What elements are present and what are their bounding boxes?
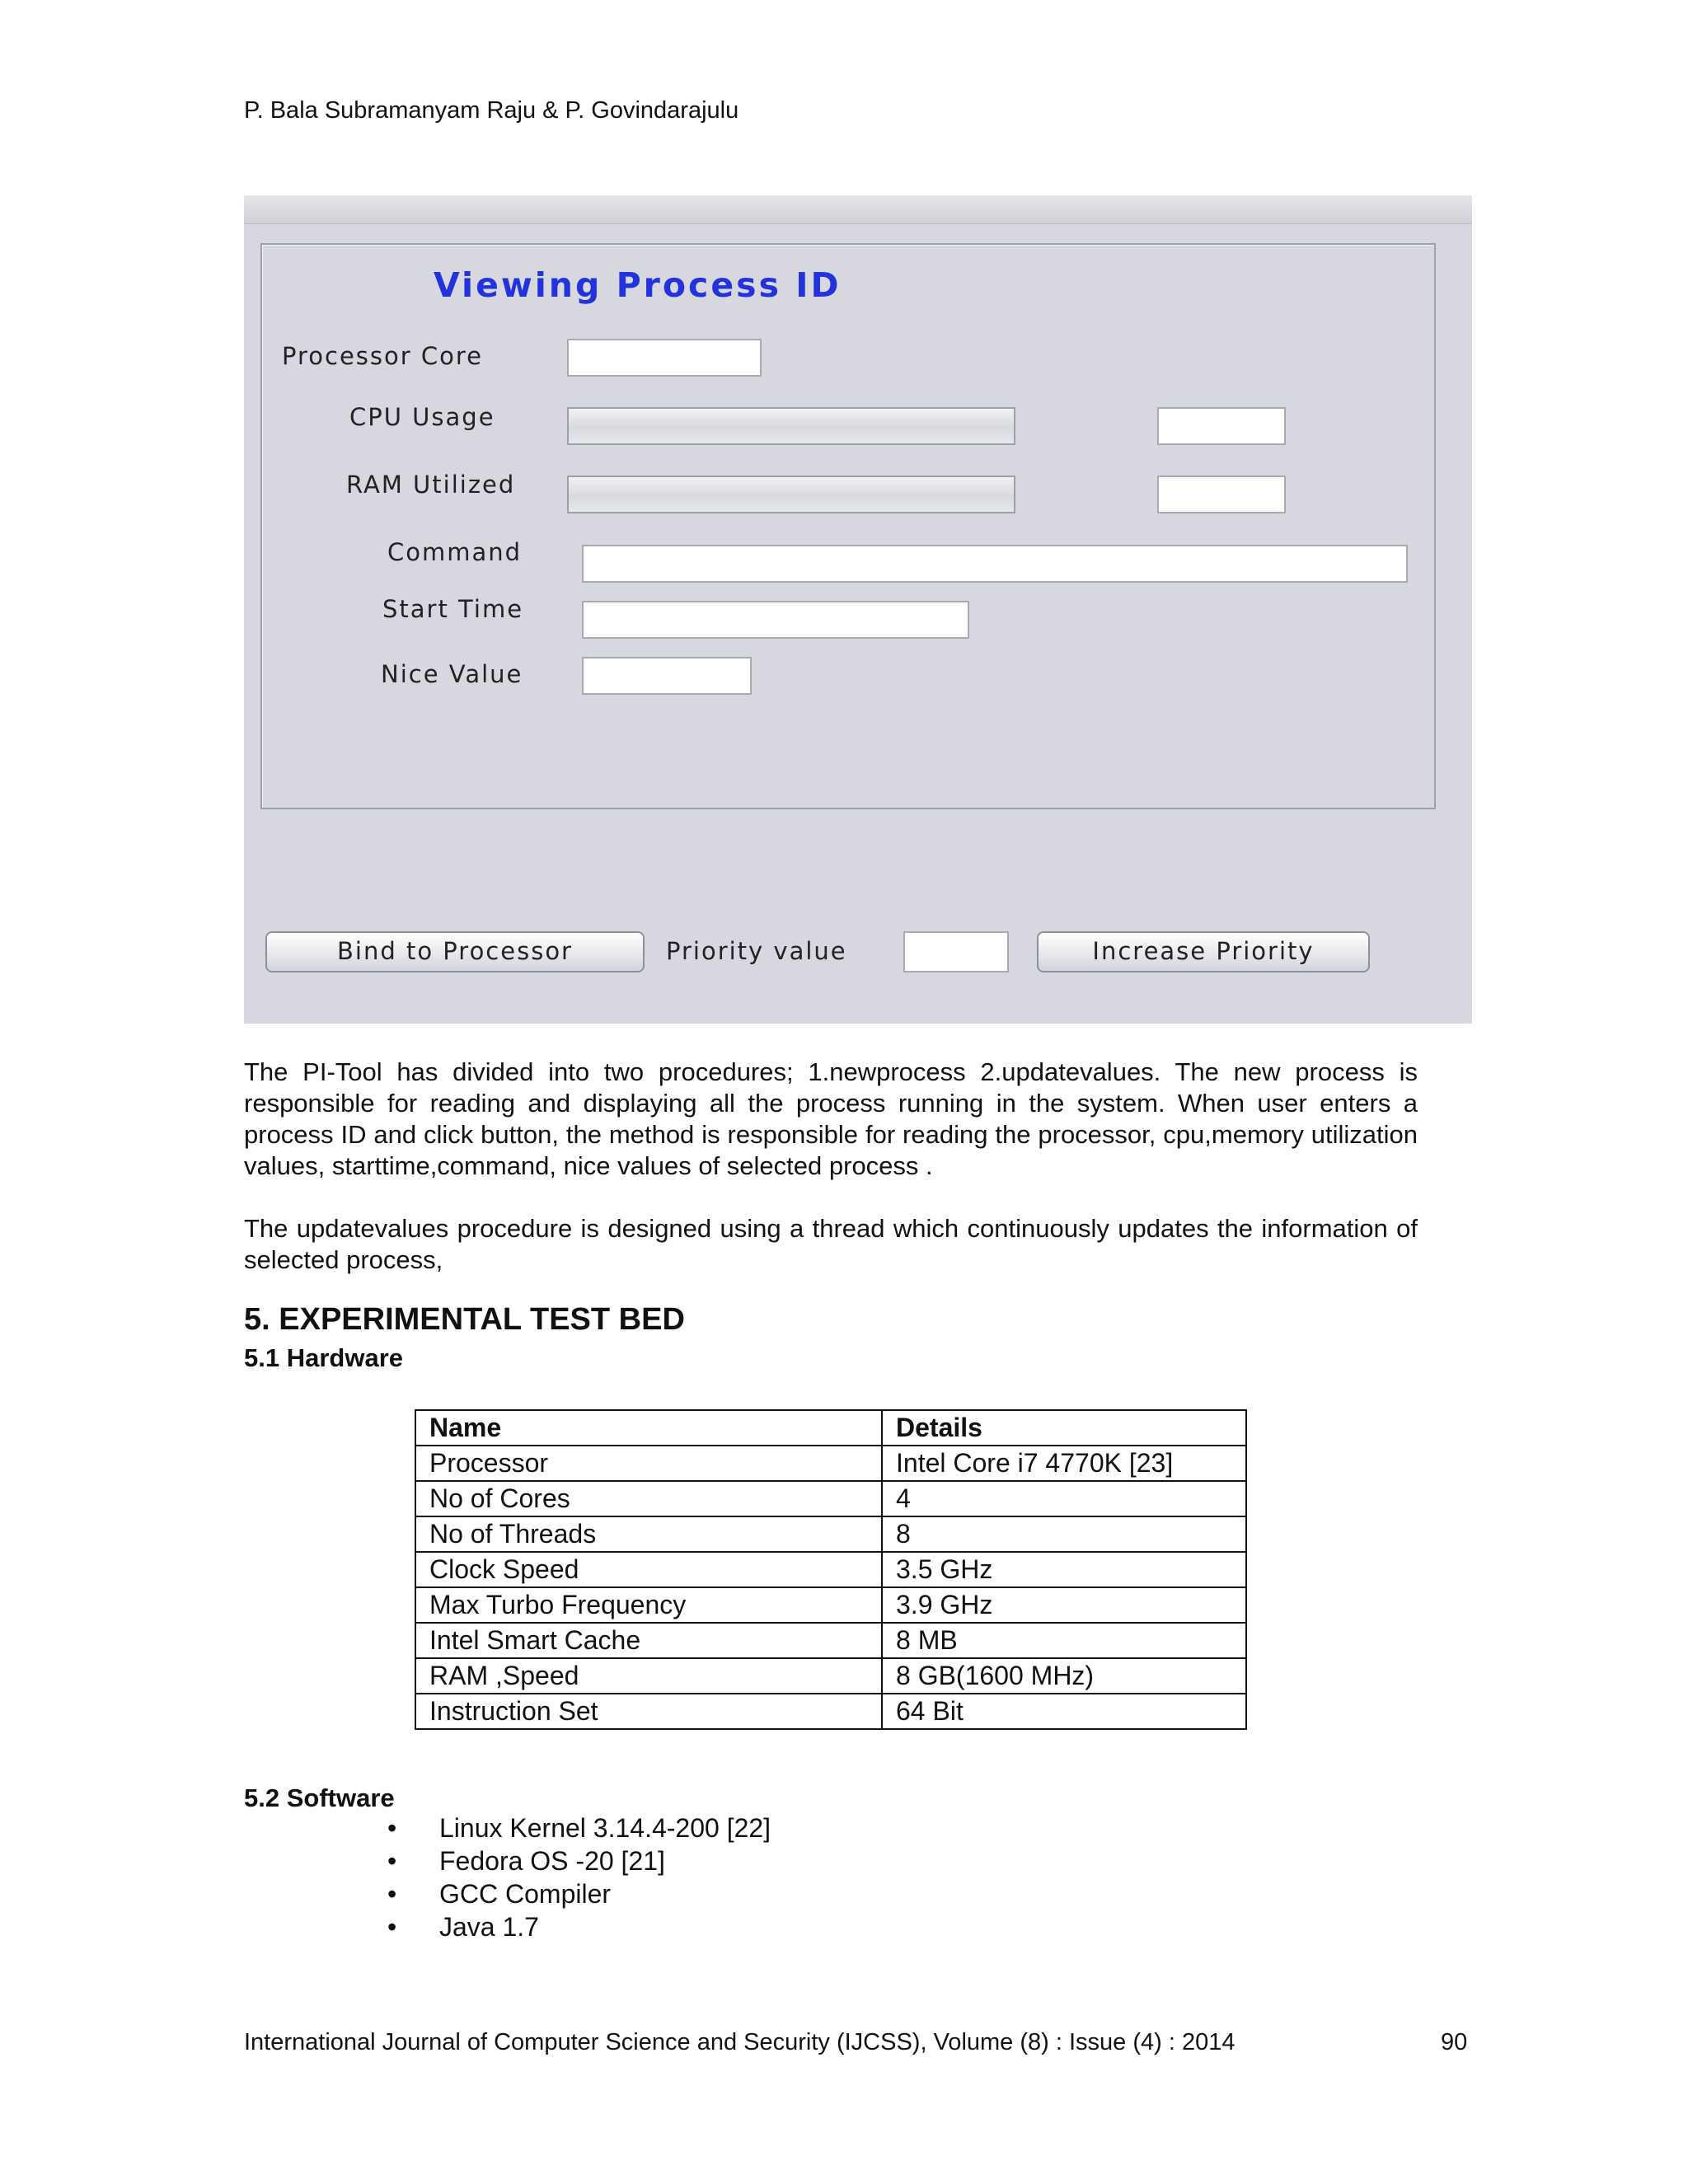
software-heading: 5.2 Software <box>244 1783 395 1812</box>
section-heading: 5. EXPERIMENTAL TEST BED <box>244 1302 685 1337</box>
cell-details: 64 Bit <box>882 1694 1246 1729</box>
window-top-bar <box>244 195 1472 224</box>
command-label: Command <box>387 538 523 566</box>
list-item-text: Fedora OS -20 [21] <box>439 1846 665 1876</box>
table-row <box>415 1446 1246 1481</box>
start-time-label: Start Time <box>382 595 524 623</box>
table-row <box>415 1516 1246 1552</box>
processor-core-label: Processor Core <box>282 342 484 370</box>
cell-details: 4 <box>882 1481 1246 1516</box>
table-row <box>415 1552 1246 1587</box>
cell-name: Intel Smart Cache <box>415 1623 882 1658</box>
cell-name: Instruction Set <box>415 1694 882 1729</box>
page-header-authors: P. Bala Subramanyam Raju & P. Govindarajulu <box>244 97 739 124</box>
increase-priority-button[interactable]: Increase Priority <box>1037 931 1370 972</box>
software-list <box>387 1811 771 1943</box>
cell-name: No of Threads <box>415 1516 882 1552</box>
cpu-usage-label: CPU Usage <box>349 403 495 431</box>
paragraph-procedures: The PI-Tool has divided into two procedures; 1.newprocess 2.updatevalues. The new process is responsible for reading and displaying all the process running in the system. When user enters a process ID and click button, the method is responsible for reading the processor, cpu,memory utilization values, starttime,command, nice values of selected process . <box>244 1057 1418 1180</box>
header-name: Name <box>415 1410 882 1446</box>
list-item <box>387 1910 771 1943</box>
processor-core-field[interactable] <box>567 339 762 377</box>
table-row <box>415 1481 1246 1516</box>
header-details: Details <box>882 1410 1246 1446</box>
priority-value-label: Priority value <box>666 937 847 965</box>
paragraph-updatevalues: The updatevalues procedure is designed using a thread which continuously updates the information of selected process, <box>244 1214 1418 1274</box>
cpu-usage-field[interactable] <box>1157 407 1286 445</box>
cpu-usage-bar <box>567 407 1015 445</box>
bullet-icon: • <box>387 1846 397 1876</box>
table-row <box>415 1658 1246 1694</box>
footer-page-number: 90 <box>1441 2029 1468 2055</box>
table-row <box>415 1587 1246 1623</box>
cell-details: 3.9 GHz <box>882 1587 1246 1623</box>
hardware-heading: 5.1 Hardware <box>244 1343 403 1372</box>
cell-details: 3.5 GHz <box>882 1552 1246 1587</box>
list-item-text: GCC Compiler <box>439 1879 612 1909</box>
table-row <box>415 1623 1246 1658</box>
cell-name: Clock Speed <box>415 1552 882 1587</box>
bullet-icon: • <box>387 1912 397 1942</box>
bind-to-processor-button[interactable]: Bind to Processor <box>265 931 645 972</box>
priority-value-field[interactable] <box>903 931 1009 972</box>
cell-details: 8 MB <box>882 1623 1246 1658</box>
cell-name: Processor <box>415 1446 882 1481</box>
footer-journal: International Journal of Computer Science and Security (IJCSS), Volume (8) : Issue (4) : 2014 <box>244 2029 1236 2055</box>
cell-name: No of Cores <box>415 1481 882 1516</box>
nice-value-label: Nice Value <box>381 660 523 688</box>
cell-details: Intel Core i7 4770K [23] <box>882 1446 1246 1481</box>
cell-details: 8 <box>882 1516 1246 1552</box>
process-viewer-screenshot <box>244 195 1472 1024</box>
list-item <box>387 1844 771 1877</box>
cell-name: Max Turbo Frequency <box>415 1587 882 1623</box>
process-info-panel <box>260 243 1436 809</box>
list-item-text: Java 1.7 <box>439 1912 539 1942</box>
start-time-field[interactable] <box>582 601 969 639</box>
list-item-text: Linux Kernel 3.14.4-200 [22] <box>439 1813 771 1843</box>
bullet-icon: • <box>387 1813 397 1843</box>
command-field[interactable] <box>582 545 1408 583</box>
list-item <box>387 1877 771 1910</box>
bullet-icon: • <box>387 1879 397 1909</box>
table-row <box>415 1694 1246 1729</box>
hardware-table <box>415 1409 1247 1730</box>
ram-utilized-field[interactable] <box>1157 476 1286 513</box>
panel-title: Viewing Process ID <box>434 265 842 305</box>
nice-value-field[interactable] <box>582 657 752 695</box>
cell-details: 8 GB(1600 MHz) <box>882 1658 1246 1694</box>
table-header-row <box>415 1410 1246 1446</box>
cell-name: RAM ,Speed <box>415 1658 882 1694</box>
ram-utilized-label: RAM Utilized <box>346 471 516 499</box>
list-item <box>387 1811 771 1844</box>
ram-utilized-bar <box>567 476 1015 513</box>
